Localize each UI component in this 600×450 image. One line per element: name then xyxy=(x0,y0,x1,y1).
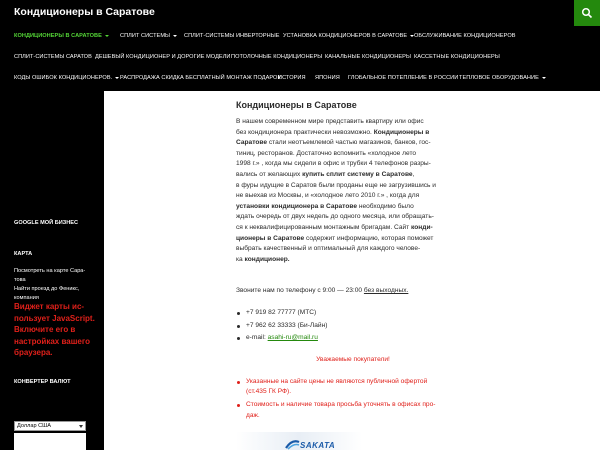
paragraph-line xyxy=(236,244,432,255)
intro-paragraph xyxy=(236,117,436,265)
paragraph-line xyxy=(236,128,432,139)
nav-item-label: ГЛОБАЛЬНОЕ ПОТЕПЛЕНИЕ В РОССИИ xyxy=(348,75,459,81)
list-item xyxy=(236,334,436,347)
nav-item-label: КАССЕТНЫЕ КОНДИЦИОНЕРЫ xyxy=(414,54,500,60)
nav-item[interactable] xyxy=(14,68,119,89)
list-item: +7 962 62 33333 (Би-Лайн) xyxy=(236,322,436,335)
bold-keyword: Кондиционеры в xyxy=(373,128,430,136)
widget-title-converter: КОНВЕРТЕР ВАЛЮТ xyxy=(14,379,71,385)
notice-line: Указанные на сайте цены не являются публичной офертой xyxy=(246,378,428,385)
paragraph-line xyxy=(236,255,432,266)
nav-item-label: СПЛИТ СИСТЕМЫ xyxy=(120,33,171,39)
primary-navigation xyxy=(0,26,600,91)
paragraph-text: необходимо было xyxy=(356,202,414,210)
paragraph-text: тиниц, ресторанов. Достаточно вспомнить «холодное лето xyxy=(236,149,417,157)
nav-item[interactable] xyxy=(120,68,281,89)
nav-item-label: КОДЫ ОШИБОК КОНДИЦИОНЕРОВ. xyxy=(14,75,113,81)
nav-item-label: КОНДИЦИОНЕРЫ В САРАТОВЕ xyxy=(14,33,102,39)
search-toggle-button[interactable] xyxy=(574,0,600,26)
paragraph-text: 1998 г.» , когда мы сидели в офис и трубки 4 телефонов разры- xyxy=(236,160,431,168)
paragraph-text: вались от желающих xyxy=(236,170,303,178)
page-title: Кондиционеры в Саратове xyxy=(236,100,357,110)
sakata-logo-icon xyxy=(236,432,362,450)
nav-row xyxy=(0,26,600,47)
chevron-down-icon xyxy=(79,425,83,428)
nav-item-label: ТЕПЛОВОЕ ОБОРУДОВАНИЕ xyxy=(459,75,539,81)
widget-title-map: КАРТА xyxy=(14,251,33,257)
nav-item[interactable] xyxy=(283,26,414,47)
currency-selected-value: Доллар США xyxy=(17,423,52,429)
paragraph-text: без кондиционера практически невозможно. xyxy=(236,128,374,136)
bold-keyword: Саратове xyxy=(236,139,268,147)
paragraph-line xyxy=(236,234,432,245)
nav-item[interactable] xyxy=(348,68,458,89)
bold-keyword: кондиционер. xyxy=(244,255,290,263)
nav-item-label: КАНАЛЬНЫЕ КОНДИЦИОНЕРЫ xyxy=(325,54,411,60)
nav-item-label: ДЕШЕВЫЙ КОНДИЦИОНЕР И ДОРОГИЕ МОДЕЛИ xyxy=(95,54,231,60)
paragraph-text: ка xyxy=(236,255,245,263)
email-label: e-mail: xyxy=(246,334,268,342)
paragraph-text: в фуры идущие в Саратов были проданы еще не загрузившись и xyxy=(236,181,436,189)
widget-title-google: GOOGLE МОЙ БИЗНЕС xyxy=(14,220,79,226)
paragraph-line xyxy=(236,191,432,202)
paragraph-line xyxy=(236,223,432,234)
paragraph-text: не выехав из Москвы, и «холодное лето 2010 г.» , когда для xyxy=(236,192,420,200)
nav-item[interactable] xyxy=(325,47,411,68)
paragraph-line xyxy=(236,117,432,128)
bold-keyword: ционеры в Саратове xyxy=(236,234,305,242)
nav-item[interactable] xyxy=(95,47,231,68)
bold-keyword: купить сплит систему в Саратове xyxy=(302,170,413,178)
paragraph-line xyxy=(236,181,436,192)
paragraph-line xyxy=(236,159,432,170)
sidebar xyxy=(0,91,104,450)
chevron-down-icon xyxy=(115,77,119,79)
nav-item-label: ЯПОНИЯ xyxy=(315,75,340,81)
currency-converter-area xyxy=(14,433,86,450)
paragraph-text: стали неотъемлемой частью магазинов, банков, гос- xyxy=(267,139,431,147)
paragraph-text: ждать очередь от двух недель до одного месяца, или обращать- xyxy=(236,213,434,221)
map-view-link[interactable]: Посмотреть на карте Сара-това xyxy=(14,268,86,283)
nav-item[interactable] xyxy=(315,68,340,89)
nav-item[interactable] xyxy=(14,26,109,47)
nav-item-label: УСТАНОВКА КОНДИЦИОНЕРОВ В САРАТОВЕ xyxy=(283,33,408,39)
bold-keyword: конди- xyxy=(411,223,433,231)
list-item xyxy=(236,401,470,421)
nav-item-label: ИСТОРИЯ xyxy=(278,75,306,81)
site-header xyxy=(0,0,600,26)
nav-item[interactable] xyxy=(414,47,500,68)
nav-row xyxy=(0,68,600,89)
paragraph-text: выбрать качественный и оптимальный для каждого челове- xyxy=(236,245,421,253)
chevron-down-icon xyxy=(105,35,109,37)
site-title[interactable]: Кондиционеры в Саратове xyxy=(14,6,155,18)
list-item: +7 919 82 77777 (МТС) xyxy=(236,309,436,322)
paragraph-line xyxy=(236,212,432,223)
list-item xyxy=(236,378,470,398)
email-link[interactable]: asahi-ru@mail.ru xyxy=(267,334,318,342)
notice-line: даж. xyxy=(246,411,260,419)
nav-item-label: РАСПРОДАЖА СКИДКА БЕСПЛАТНЫЙ МОНТАЖ ПОДАРОК xyxy=(120,75,281,81)
phone-hours-prefix: Звоните нам по телефону с 9:00 — 23:00 xyxy=(236,287,364,294)
map-javascript-warning: Виджет карты ис-пользует JavaScript. Включите его в настройках вашего браузера. xyxy=(14,302,95,357)
paragraph-line xyxy=(236,170,432,181)
currency-select[interactable] xyxy=(14,421,86,431)
nav-item[interactable] xyxy=(184,26,279,47)
phone-hours-text xyxy=(236,287,408,294)
paragraph-line xyxy=(236,202,432,213)
map-directions-link[interactable]: Найти проезд до Феникс, компания xyxy=(14,286,80,301)
paragraph-text: , xyxy=(412,170,415,178)
nav-item-label: СПЛИТ-СИСТЕМЫ САРАТОВ xyxy=(14,54,92,60)
chevron-down-icon xyxy=(542,77,546,79)
nav-item[interactable] xyxy=(414,26,516,47)
notice-list xyxy=(236,378,470,425)
bold-keyword: установки кондиционера в Саратове xyxy=(236,202,357,210)
nav-item-label: ОБСЛУЖИВАНИЕ КОНДИЦИОНЕРОВ xyxy=(414,33,516,39)
paragraph-line xyxy=(236,149,432,160)
paragraph-text: содержит информацию, которая поможет xyxy=(304,234,434,242)
contact-list xyxy=(236,309,436,347)
nav-item[interactable] xyxy=(231,47,322,68)
nav-item[interactable] xyxy=(120,26,177,47)
logo-text: SAKATA xyxy=(300,441,336,450)
notice-line: (ст.435 ГК РФ). xyxy=(246,388,292,396)
nav-row xyxy=(0,47,600,68)
paragraph-text: В нашем современном мире представить квартиру или офис xyxy=(236,118,424,125)
nav-item[interactable] xyxy=(278,68,306,89)
nav-item-label: ПОТОЛОЧНЫЕ КОНДИЦИОНЕРЫ xyxy=(231,54,323,60)
chevron-down-icon xyxy=(173,35,177,37)
notice-line: Стоимость и наличие товара просьба уточнять в офисах про- xyxy=(246,401,436,409)
paragraph-text: ся к неквалифицированным монтажным бригадам. Сайт xyxy=(236,223,412,231)
phone-hours-underlined: без выходных. xyxy=(363,287,409,294)
nav-item[interactable] xyxy=(459,68,546,89)
nav-item-label: СПЛИТ-СИСТЕМЫ ИНВЕРТОРНЫЕ xyxy=(184,33,280,39)
paragraph-line xyxy=(236,138,432,149)
notice-heading: Уважаемые покупатели! xyxy=(316,356,390,363)
search-icon xyxy=(581,7,593,19)
main-content xyxy=(104,91,600,450)
brand-logo-banner xyxy=(236,432,362,450)
nav-item[interactable] xyxy=(14,47,92,68)
